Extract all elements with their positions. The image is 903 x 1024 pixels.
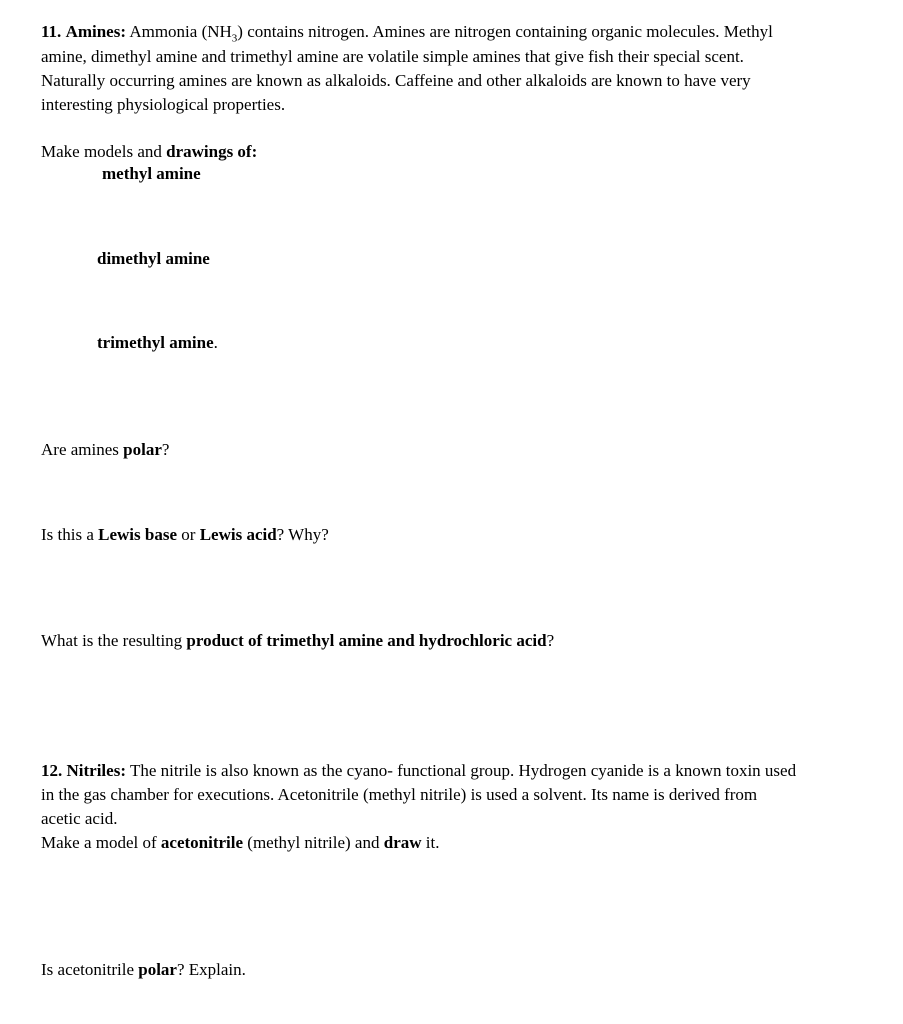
q-text: ? (161, 440, 170, 459)
q-bold: polar (123, 440, 162, 459)
intro-text: Ammonia (NH (129, 22, 232, 41)
q-text: ? Explain. (176, 960, 246, 979)
intro-text: The nitrile is also known as the cyano- functional group. Hydrogen cyanide is a known toxin used (129, 761, 797, 780)
section-11-line-4: interesting physiological properties. (41, 95, 286, 114)
q-text: ? (546, 631, 555, 650)
intro-text-cont: ) contains nitrogen. Amines are nitrogen containing organic molecules. Methyl (237, 22, 773, 41)
item-label: methyl amine (102, 164, 201, 183)
q-text: What is the resulting (41, 631, 187, 650)
q-text: or (177, 525, 200, 544)
make-models-prompt (41, 140, 257, 164)
item-methyl-amine (102, 162, 201, 186)
q-bold: polar (138, 960, 177, 979)
item-label: dimethyl amine (97, 249, 210, 268)
prompt-bold: acetonitrile (160, 833, 244, 852)
section-12-line-1 (41, 759, 796, 783)
q-text: Is this a (41, 525, 99, 544)
make-model-prompt (41, 831, 439, 855)
item-trimethyl-amine (97, 331, 218, 355)
section-11-number: 11. (41, 22, 62, 41)
prompt-text: (methyl nitrile) and (243, 833, 384, 852)
q-text: ? Why? (276, 525, 329, 544)
prompt-text: Make models and (41, 142, 167, 161)
item-label: trimethyl amine (97, 333, 214, 352)
subscript-3: 3 (231, 32, 238, 45)
prompt-text: Make a model of (41, 833, 161, 852)
item-period: . (213, 333, 218, 352)
question-amines-polar (41, 438, 169, 462)
section-12-heading: Nitriles: (66, 761, 126, 780)
question-product (41, 629, 554, 653)
item-dimethyl-amine (97, 247, 210, 271)
question-lewis (41, 523, 329, 547)
section-12-line-2: in the gas chamber for executions. Acetonitrile (methyl nitrile) is used a solvent. Its name is derived from (41, 785, 758, 804)
q-bold: product of trimethyl amine and hydrochloric acid (186, 631, 547, 650)
prompt-bold: drawings of: (166, 142, 258, 161)
prompt-bold: draw (383, 833, 422, 852)
q-bold: Lewis base (98, 525, 178, 544)
q-text: Are amines (41, 440, 124, 459)
question-acetonitrile-polar (41, 958, 246, 982)
q-text: Is acetonitrile (41, 960, 139, 979)
q-bold: Lewis acid (199, 525, 277, 544)
section-12-number: 12. (41, 761, 63, 780)
section-11-line-3: Naturally occurring amines are known as alkaloids. Caffeine and other alkaloids are known to have very (41, 71, 751, 90)
section-11-line-2: amine, dimethyl amine and trimethyl amine are volatile simple amines that give fish their special scent. (41, 47, 744, 66)
section-11-heading: Amines: (65, 22, 127, 41)
prompt-text: it. (421, 833, 440, 852)
section-12-line-3: acetic acid. (41, 809, 118, 828)
